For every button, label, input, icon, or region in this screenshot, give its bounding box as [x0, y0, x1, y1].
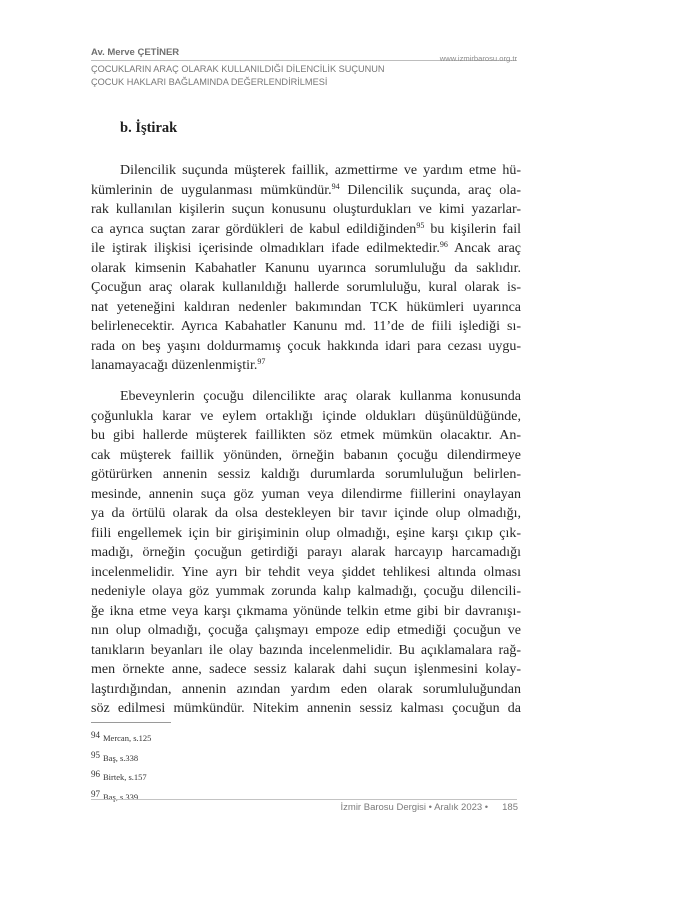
- footnote: [91, 726, 151, 746]
- text-line: Dilencilik suçunda müşterek faillik, azmettirme ve yardım etme hü-: [120, 163, 521, 178]
- text-line: men örnekte anne, sadece sessiz kalarak dahi suçun işlenmesini kolay-: [91, 662, 521, 677]
- text-line: ya da örtülü olarak da olsa destekleyen bir tavır içinde olup olmadığı,: [91, 506, 521, 521]
- page-number: 185: [502, 802, 518, 813]
- text-line: laştırdığından, annenin azından yardım eden olarak sorumluluğundan: [91, 681, 521, 697]
- text-line: cak müşterek faillik yönünden, örneğin babanın çocuğu dilendirmeye: [91, 447, 521, 463]
- footnote-number: 97: [91, 788, 100, 799]
- text-line: götürürken annenin sessiz kaldığı durumlarda sorumluluğun belirlen-: [91, 467, 521, 482]
- footnote-text: Baş, s.338: [103, 752, 139, 763]
- footnote-number: 96: [91, 769, 100, 779]
- text-line: mesinde, annenin suça göz yuman veya dilendirme fiillerini onaylayan: [91, 486, 521, 502]
- paragraph-2: [91, 387, 521, 719]
- text-line: rada on beş yaşını doldurmamış çocuk hakkında idari para cezası uygu-: [91, 338, 521, 354]
- paragraph-1: [91, 161, 521, 376]
- footnote: [91, 765, 151, 785]
- footnote-number: 94: [91, 730, 100, 740]
- footnotes: [91, 726, 151, 804]
- footnote-text: Baş, s.339: [103, 791, 139, 802]
- text-line: nat yeteneğini kaldıran nedenler bakımından TCK hükümleri uyarınca: [91, 299, 521, 315]
- text-line: rak kullanılan kişilerin suçun konusunu oluşturdukları ve kimi yazarlar-: [91, 202, 521, 217]
- footnote-ref[interactable]: 97: [257, 357, 266, 366]
- text-line: nın olup olmadığı, çocuğa çalışmayı empoze edip etmediği çocuğun ve: [91, 623, 521, 638]
- section-heading: b. İştirak: [120, 120, 178, 136]
- footnote-text: Birtek, s.157: [103, 772, 147, 782]
- text-line: ca ayrıca suçtan zarar gördükleri de kabul edildiğinden$^{95}$ bu kişilerin fail: [91, 220, 521, 237]
- header-title-line: ÇOCUK HAKLARI BAĞLAMINDA DEĞERLENDİRİLMESİ: [91, 77, 328, 87]
- text-line: nedeniyle olaya göz yummak zorunda kalıp kalmadığı, çocuğu dilencili-: [91, 584, 521, 599]
- footnote: [91, 785, 151, 805]
- footnote-ref[interactable]: 95: [416, 220, 425, 230]
- text-line: lanamayacağı düzenlenmiştir.$^{97}$: [91, 357, 266, 373]
- text-line: incelenmelidir. Yine ayrı bir tehdit veya şiddet tehlikesi altında olması: [91, 564, 521, 580]
- header-title-line: ÇOCUKLARIN ARAÇ OLARAK KULLANILDIĞI DİLENCİLİK SUÇUNUN: [91, 64, 385, 74]
- text-line: madığı, örneğin çocuğun getirdiği parayı alarak harcayıp harcamadığı: [91, 545, 521, 560]
- footer-rule: [91, 799, 517, 800]
- text-line: kümlerinin de uygulanması mümkündür.$^{94}$ Dilencilik suçunda, araç ola-: [91, 181, 521, 198]
- footnote-ref[interactable]: 96: [439, 240, 448, 249]
- footnote-number: 95: [91, 749, 100, 760]
- footnote-ref[interactable]: 94: [331, 181, 340, 191]
- footnote: [91, 746, 151, 766]
- page-footer: [341, 802, 518, 813]
- text-line: söz edilmesi mümkündür. Nitekim annenin sessiz kalması çocuğun da: [91, 701, 521, 716]
- text-line: ğe ikna etme veya karşı çıkmama yönünde telkin etme gibi bir davranışı-: [91, 603, 521, 619]
- text-line: fiili engellemek için bir girişiminin olup olmadığı, eşine karşı çıkıp çık-: [91, 525, 521, 541]
- journal-name: İzmir Barosu Dergisi • Aralık 2023 •: [340, 802, 489, 813]
- text-line: tanıkların beyanları ile olay bazında incelenmelidir. Bu açıklamalara rağ-: [91, 642, 521, 658]
- text-line: bu gibi hallerde müşterek faillikten söz etmek mümkün olacaktır. An-: [91, 428, 521, 443]
- text-line: ile iştirak ilişkisi içerisinde olmadıkları ifade edilmektedir.$^{96}$ Ancak araç: [91, 240, 522, 256]
- header-url[interactable]: www.izmirbarosu.org.tr: [439, 54, 517, 63]
- text-line: olarak kimsenin Kabahatler Kanunu uyarınca sorumluluğu da saklıdır.: [91, 260, 521, 276]
- header-title: [91, 63, 421, 89]
- footnote-text: Mercan, s.125: [103, 733, 152, 743]
- header-author: Av. Merve ÇETİNER: [91, 47, 180, 58]
- text-line: Çocuğun araç olarak kullanıldığı hallerde sorumluluğu, kural olarak is-: [91, 280, 521, 295]
- footnote-rule: [91, 722, 171, 723]
- text-line: belirlenecektir. Ayrıca Kabahatler Kanunu md. 11’de de fiili işlediği sı-: [91, 319, 521, 334]
- text-line: Ebeveynlerin çocuğu dilencilikte araç olarak kullanma konusunda: [120, 389, 521, 404]
- text-line: çoğunlukla karar ve eylem ortaklığı içinde oldukları düşünüldüğünde,: [91, 408, 521, 424]
